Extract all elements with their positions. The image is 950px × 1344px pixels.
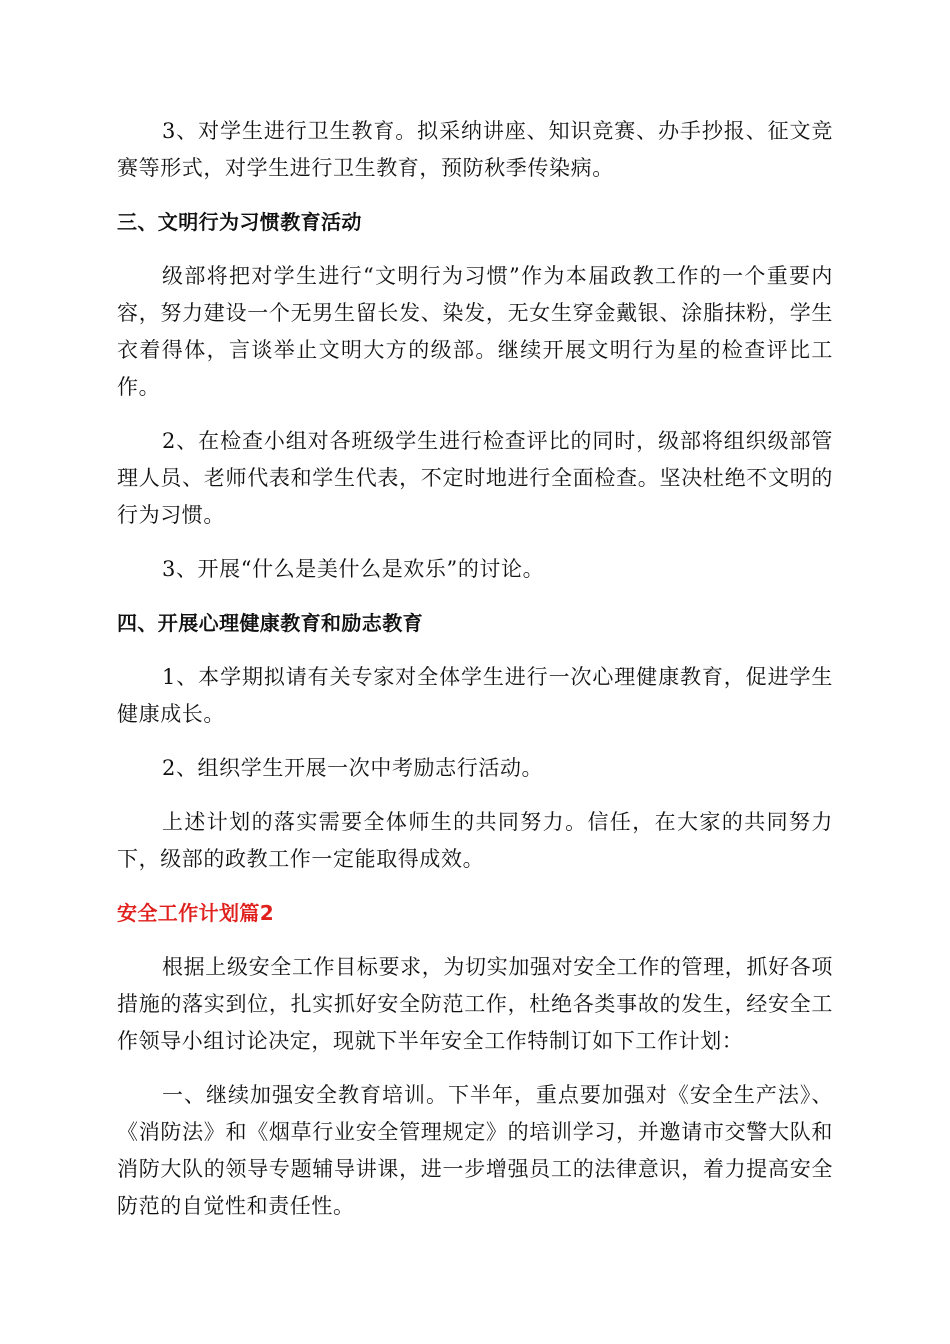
paragraph-motivation-activity: 2、组织学生开展一次中考励志行活动。 bbox=[162, 756, 544, 780]
paragraph-civilized-habits: 级部将把对学生进行“文明行为习惯”作为本届政教工作的一个重要内容，努力建设一个无男生留长发、染发，无女生穿金戴银、涂脂抹粉，学生衣着得体，言谈举止文明大方的级部。继续开展文明行为星的检查评比工作。 bbox=[117, 264, 833, 399]
paragraph-hygiene-education: 3、对学生进行卫生教育。拟采纳讲座、知识竞赛、办手抄报、征文竞赛等形式，对学生进行卫生教育，预防秋季传染病。 bbox=[117, 119, 833, 180]
heading-civilized-behavior: 三、文明行为习惯教育活动 bbox=[117, 210, 362, 234]
heading-mental-health: 四、开展心理健康教育和励志教育 bbox=[117, 611, 423, 635]
paragraph-safety-training: 一、继续加强安全教育培训。下半年，重点要加强对《安全生产法》、《消防法》和《烟草行业安全管理规定》的培训学习，并邀请市交警大队和消防大队的领导专题辅导讲课，进一步增强员工的法律意识，着力提高安全防范的自觉性和责任性。 bbox=[117, 1083, 833, 1218]
paragraph-discussion: 3、开展“什么是美什么是欢乐”的讨论。 bbox=[162, 557, 545, 581]
paragraph-conclusion: 上述计划的落实需要全体师生的共同努力。信任，在大家的共同努力下，级部的政教工作一定能取得成效。 bbox=[117, 810, 833, 871]
paragraph-safety-intro: 根据上级安全工作目标要求，为切实加强对安全工作的管理，抓好各项措施的落实到位，扎实抓好安全防范工作，杜绝各类事故的发生，经安全工作领导小组讨论决定，现就下半年安全工作特制订如下工作计划： bbox=[117, 955, 833, 1053]
document-body bbox=[117, 113, 833, 1242]
section-title-safety-plan-2: 安全工作计划篇2 bbox=[117, 901, 275, 925]
paragraph-inspection: 2、在检查小组对各班级学生进行检查评比的同时，级部将组织级部管理人员、老师代表和学生代表，不定时地进行全面检查。坚决杜绝不文明的行为习惯。 bbox=[117, 429, 833, 527]
paragraph-mental-health: 1、本学期拟请有关专家对全体学生进行一次心理健康教育，促进学生健康成长。 bbox=[117, 665, 833, 726]
